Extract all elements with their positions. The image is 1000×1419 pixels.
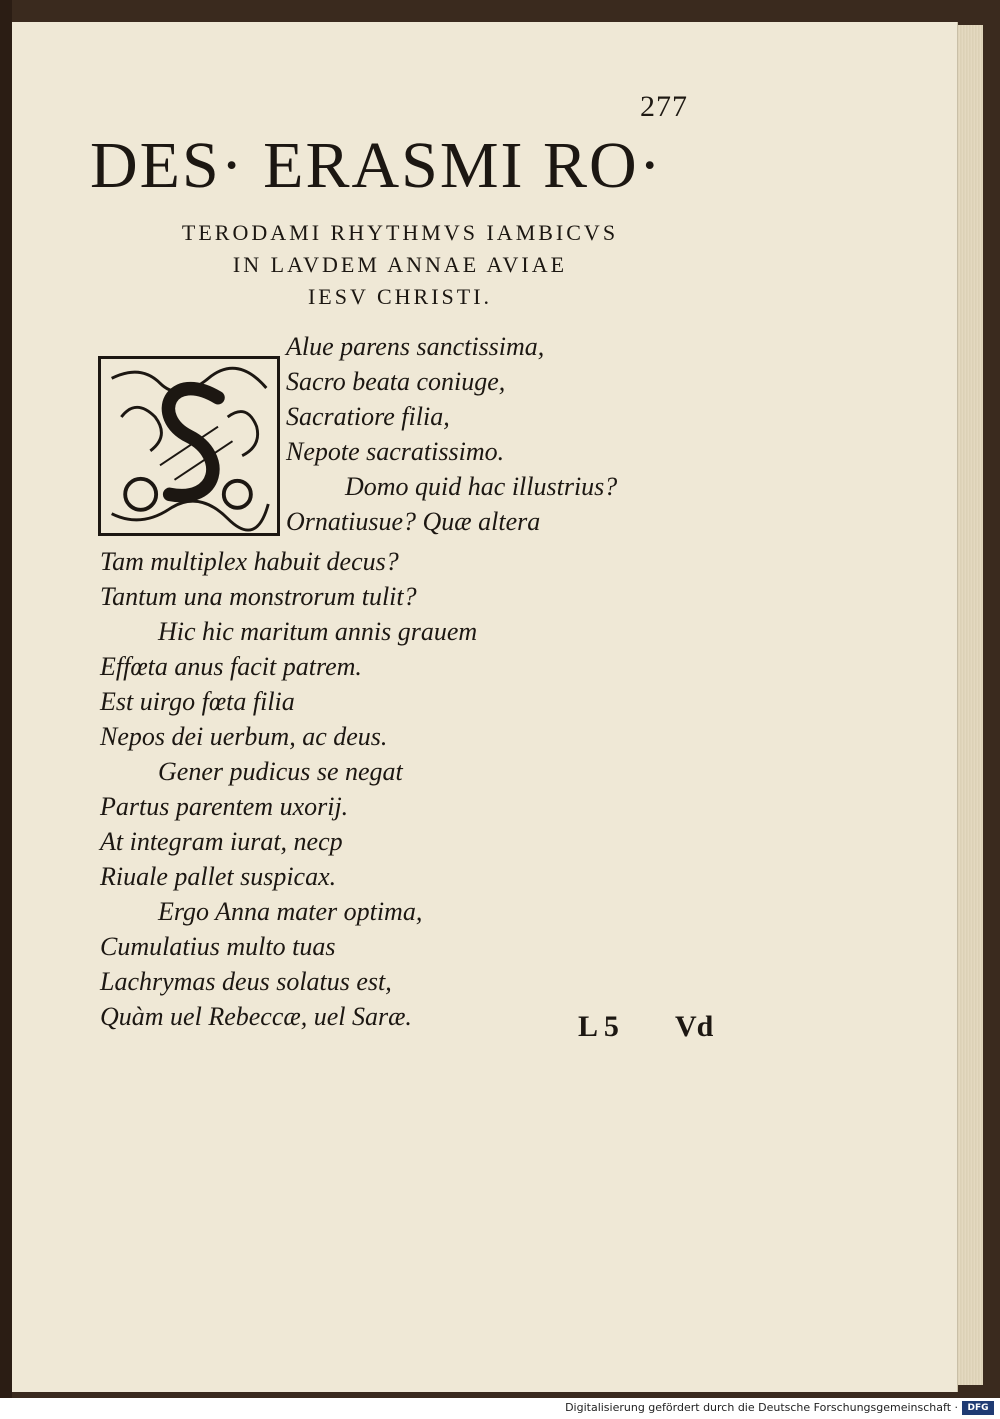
subtitle-line-3: IESV CHRISTI. [307,284,493,309]
poem-line: Ornatiusue? Quæ altera [286,507,541,536]
poem-line: Tam multiplex habuit decus? [100,547,399,576]
poem-line: Sacratiore filia, [286,402,450,431]
subtitle-line-1: TERODAMI RHYTHMVS IAMBICVS [181,220,619,245]
poem-line: Nepote sacratissimo. [286,437,505,466]
poem-line: Lachrymas deus solatus est, [100,967,392,996]
poem-line: Effœta anus facit patrem. [100,652,362,681]
poem-line: Nepos dei uerbum, ac deus. [100,722,388,751]
page-number: 277 [640,90,688,123]
poem-line: At integram iurat, necp [100,827,343,856]
woodcut-initial-S-icon [101,359,277,533]
poem-line: Cumulatius multo tuas [100,932,336,961]
poem-line: Quàm uel Rebeccæ, uel Saræ. [100,1002,412,1031]
poem-line: Est uirgo fœta filia [100,687,295,716]
signature-mark: L 5 [578,1010,619,1043]
footer [0,1398,1000,1419]
book-spine [0,0,12,1398]
decorated-initial-icon [98,356,280,536]
poem-line: Tantum una monstrorum tulit? [100,582,417,611]
poem-line: Riuale pallet suspicax. [100,862,337,891]
subtitle-line-2: IN LAVDEM ANNAE AVIAE [232,252,568,277]
poem-line: Domo quid hac illustrius? [345,472,618,501]
poem-line: Ergo Anna mater optima, [158,897,423,926]
dfg-logo-icon[interactable]: DFG [962,1401,994,1415]
footer-credit: Digitalisierung gefördert durch die Deutsche Forschungsgemeinschaft · [565,1401,958,1414]
catchword: Vd [675,1010,714,1043]
poem-line: Hic hic maritum annis grauem [158,617,478,646]
poem-line: Partus parentem uxorij. [100,792,349,821]
poem-line: Alue parens sanctissima, [286,332,545,361]
page-title: DES· ERASMI RO· [90,129,663,202]
poem-line: Gener pudicus se negat [158,757,403,786]
poem-line: Sacro beata coniuge, [286,367,506,396]
